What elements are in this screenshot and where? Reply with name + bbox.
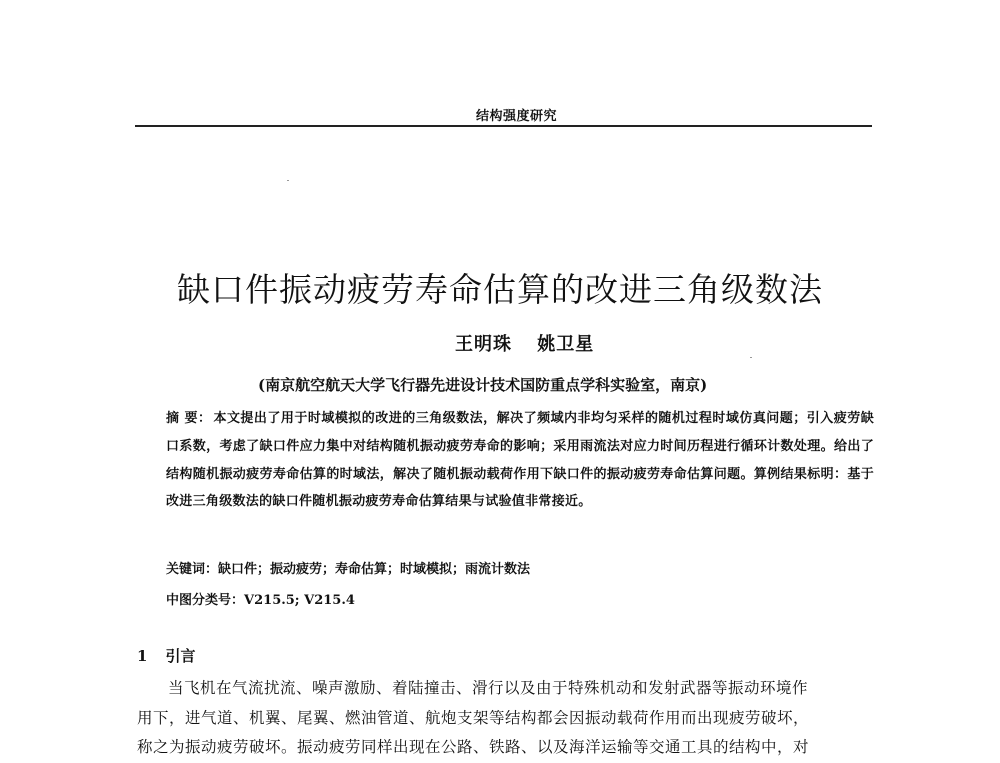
scan-speck	[287, 180, 289, 181]
author-name: 姚卫星	[537, 334, 595, 355]
classification-label: 中图分类号：	[166, 593, 245, 608]
scan-speck	[750, 357, 752, 358]
affiliation: (南京航空航天大学飞行器先进设计技术国防重点学科实验室，南京)	[258, 376, 708, 394]
section-heading	[137, 645, 195, 666]
body-line: 当飞机在气流扰流、噪声激励、着陆撞击、滑行以及由于特殊机动和发射武器等振动环境作	[168, 679, 809, 697]
section-number: 1	[137, 647, 148, 665]
abstract-text: 本文提出了用于时域模拟的改进的三角级数法，解决了频域内非均匀采样的随机过程时域仿真问题；引入疲劳缺口系数，考虑了缺口件应力集中对结构随机振动疲劳寿命的影响；采用雨流法对应力时间历程进行循环计数处理。给出了结构随机振动疲劳寿命估算的时域法，解决了随机振动载荷作用下缺口件的振动疲劳寿命估算问题。算例结果标明：基于改进三角级数法的缺口件随机振动疲劳寿命估算结果与试验值非常接近。	[166, 411, 874, 510]
keywords-label: 关键词：	[166, 562, 219, 577]
abstract	[166, 405, 874, 516]
abstract-label: 摘 要：	[166, 411, 212, 426]
author-name: 王明珠	[455, 334, 512, 355]
paper-title: 缺口件振动疲劳寿命估算的改进三角级数法	[177, 270, 823, 310]
body-line: 称之为振动疲劳破坏。振动疲劳同样出现在公路、铁路、以及海洋运输等交通工具的结构中，对	[137, 738, 810, 756]
classification-number	[166, 589, 355, 608]
keywords-text: 缺口件；振动疲劳；寿命估算；时域模拟；雨流计数法	[218, 562, 531, 577]
body-line: 用下，进气道、机翼、尾翼、燃油管道、航炮支架等结构都会因振动载荷作用而出现疲劳破坏，	[137, 708, 810, 727]
section-body	[137, 674, 872, 763]
running-header: 结构强度研究	[476, 109, 558, 124]
keywords	[166, 558, 530, 577]
classification-text: V215.5; V215.4	[244, 593, 355, 608]
author-list	[455, 330, 612, 356]
section-title: 引言	[165, 647, 196, 665]
header-rule	[135, 125, 872, 127]
